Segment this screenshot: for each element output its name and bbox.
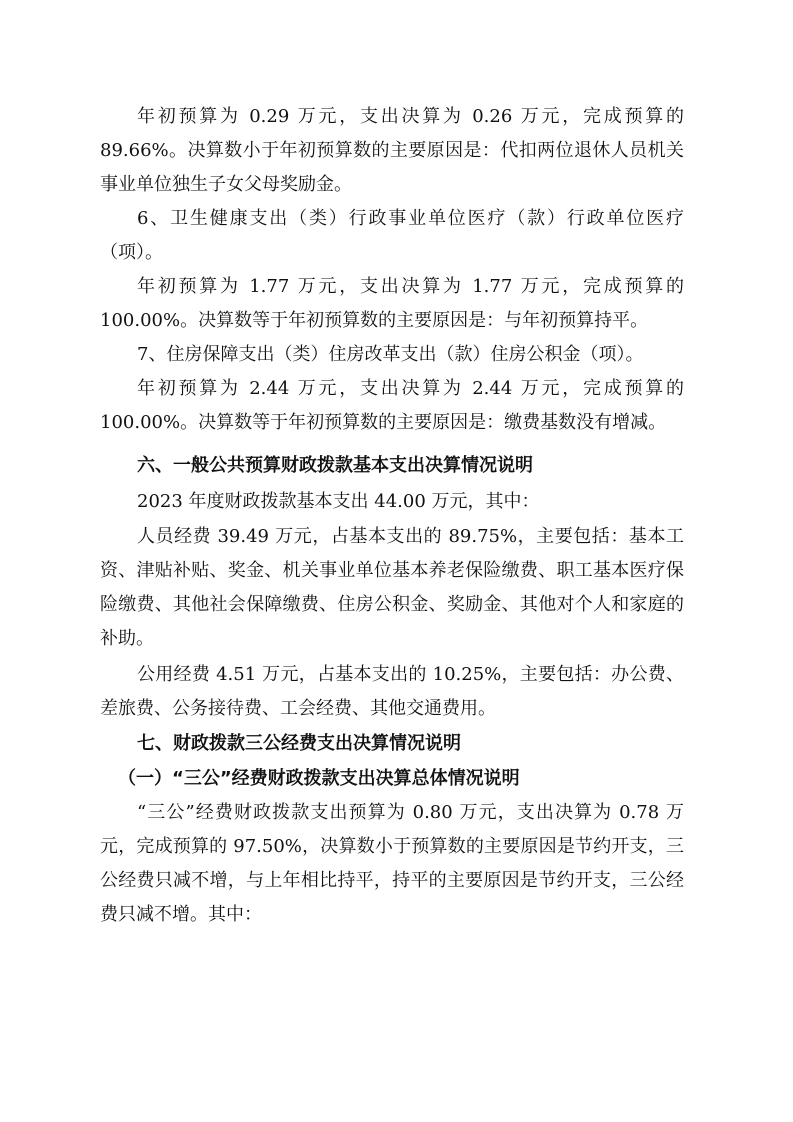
subsection-heading-one: （一）“三公”经费财政拨款支出决算总体情况说明: [118, 768, 520, 789]
paragraph-three-public-funds: “三公”经费财政拨款支出预算为 0.80 万元，支出决算为 0.78 万元，完成预算的 97.50%，决算数小于预算数的主要原因是节约开支，三公经费只减不增，与上年相比持平，持平的主要原因是节约开支，三公经费只减不增。其中：: [100, 802, 684, 925]
paragraph-item-6-title: 6、卫生健康支出（类）行政事业单位医疗（款）行政单位医疗（项）。: [100, 208, 684, 263]
paragraph-personnel-expense: 人员经费 39.49 万元，占基本支出的 89.75%，主要包括：基本工资、津贴补贴、奖金、机关事业单位基本养老保险缴费、职工基本医疗保险缴费、其他社会保障缴费、住房公积金、奖励金、其他对个人和家庭的补助。: [100, 526, 684, 649]
paragraph-item-7-budget: 年初预算为 2.44 万元，支出决算为 2.44 万元，完成预算的 100.00%。决算数等于年初预算数的主要原因是：缴费基数没有增减。: [100, 378, 684, 433]
section-heading-seven: 七、财政拨款三公经费支出决算情况说明: [137, 733, 461, 754]
paragraph-item-7-title: 7、住房保障支出（类）住房改革支出（款）住房公积金（项）。: [137, 344, 644, 365]
paragraph-health-budget-0: 年初预算为 0.29 万元，支出决算为 0.26 万元，完成预算的 89.66%。决算数小于年初预算数的主要原因是：代扣两位退休人员机关事业单位独生子女父母奖励金。: [100, 106, 684, 195]
paragraph-basic-expense-total: 2023 年度财政拨款基本支出 44.00 万元，其中：: [137, 491, 540, 512]
section-heading-six: 六、一般公共预算财政拨款基本支出决算情况说明: [137, 455, 533, 476]
paragraph-public-expense: 公用经费 4.51 万元，占基本支出的 10.25%，主要包括：办公费、差旅费、公务接待费、工会经费、其他交通费用。: [100, 664, 684, 719]
paragraph-item-6-budget: 年初预算为 1.77 万元，支出决算为 1.77 万元，完成预算的 100.00%。决算数等于年初预算数的主要原因是：与年初预算持平。: [100, 276, 684, 331]
